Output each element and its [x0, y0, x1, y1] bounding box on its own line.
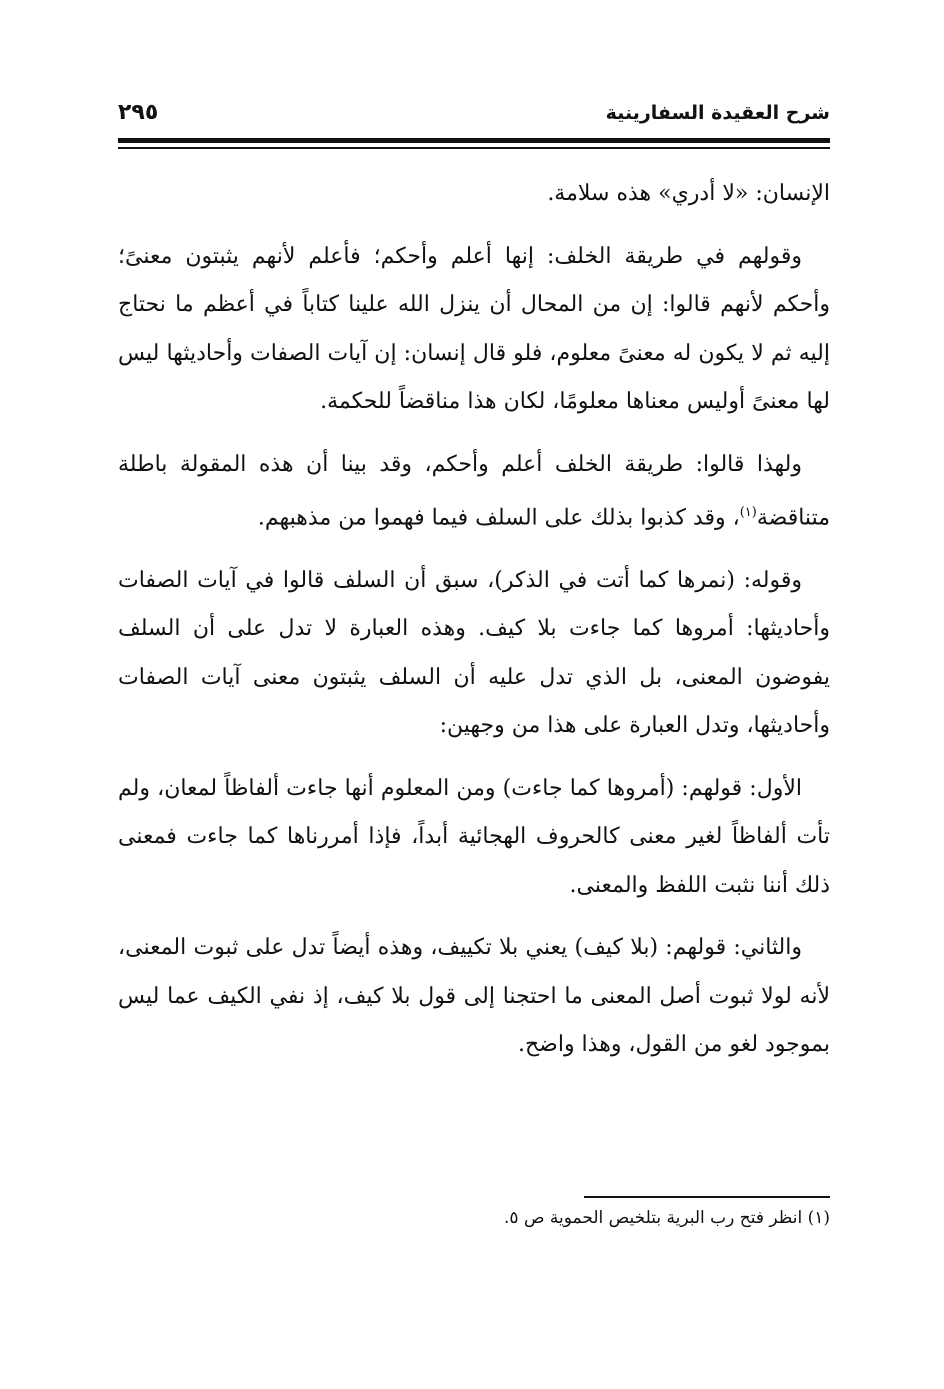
paragraph-4: وقوله: (نمرها كما أتت في الذكر)، سبق أن السلف قالوا في آيات الصفات وأحاديثها: أمروها كما جاءت بلا كيف. وهذه العبارة لا تدل على أن السلف يفوضون المعنى، بل الذي تدل عليه أن السلف يثبتون معنى آيات الصفات وأحاديثها، وتدل العبارة على هذا من وجهين:	[118, 567, 830, 739]
footnote: (١) انظر فتح رب البرية بتلخيص الحموية ص ٥.	[504, 1208, 830, 1228]
paragraph-5: الأول: قولهم: (أمروها كما جاءت) ومن المعلوم أنها جاءت ألفاظاً لمعان، ولم تأت ألفاظاً لغير معنى كالحروف الهجائية أبداً، فإذا أمررناها كما جاءت فمعنى ذلك أننا نثبت اللفظ والمعنى.	[118, 775, 830, 898]
page-number: ٢٩٥	[118, 100, 159, 125]
body-text	[118, 170, 830, 1084]
page-header	[118, 96, 830, 136]
header-rule-thick	[118, 138, 830, 143]
paragraph-2: وقولهم في طريقة الخلف: إنها أعلم وأحكم؛ فأعلم لأنهم يثبتون معنىً؛ وأحكم لأنهم قالوا: إن من المحال أن ينزل الله علينا كتاباً في أعظم ما نحتاج إليه ثم لا يكون له معنىً معلوم، فلو قال إنسان: إن آيات الصفات وأحاديثها ليس لها معنىً أوليس معناها معلومًا، لكان هذا مناقضاً للحكمة.	[118, 243, 830, 414]
paragraph-6: والثاني: قولهم: (بلا كيف) يعني بلا تكييف، وهذه أيضاً تدل على ثبوت المعنى، لأنه لولا ثبوت أصل المعنى ما احتجنا إلى قول بلا كيف، إذ نفي الكيف عما ليس بموجود لغو من القول، وهذا واضح.	[118, 935, 830, 1058]
header-rule-thin	[118, 147, 830, 149]
footnote-reference[interactable]: (١)	[739, 505, 757, 520]
running-title: شرح العقيدة السفارينية	[605, 102, 830, 124]
paragraph-3-continuation: ، وقد كذبوا بذلك على السلف فيما فهموا من مذهبهم.	[257, 505, 740, 531]
paragraph-1: الإنسان: «لا أدري» هذه سلامة.	[547, 181, 830, 206]
paragraph-3	[118, 441, 830, 543]
paragraph-3-text: ولهذا قالوا: طريقة الخلف أعلم وأحكم، وقد بينا أن هذه المقولة باطلة متناقضة	[118, 451, 830, 531]
footnote-separator	[584, 1196, 830, 1198]
